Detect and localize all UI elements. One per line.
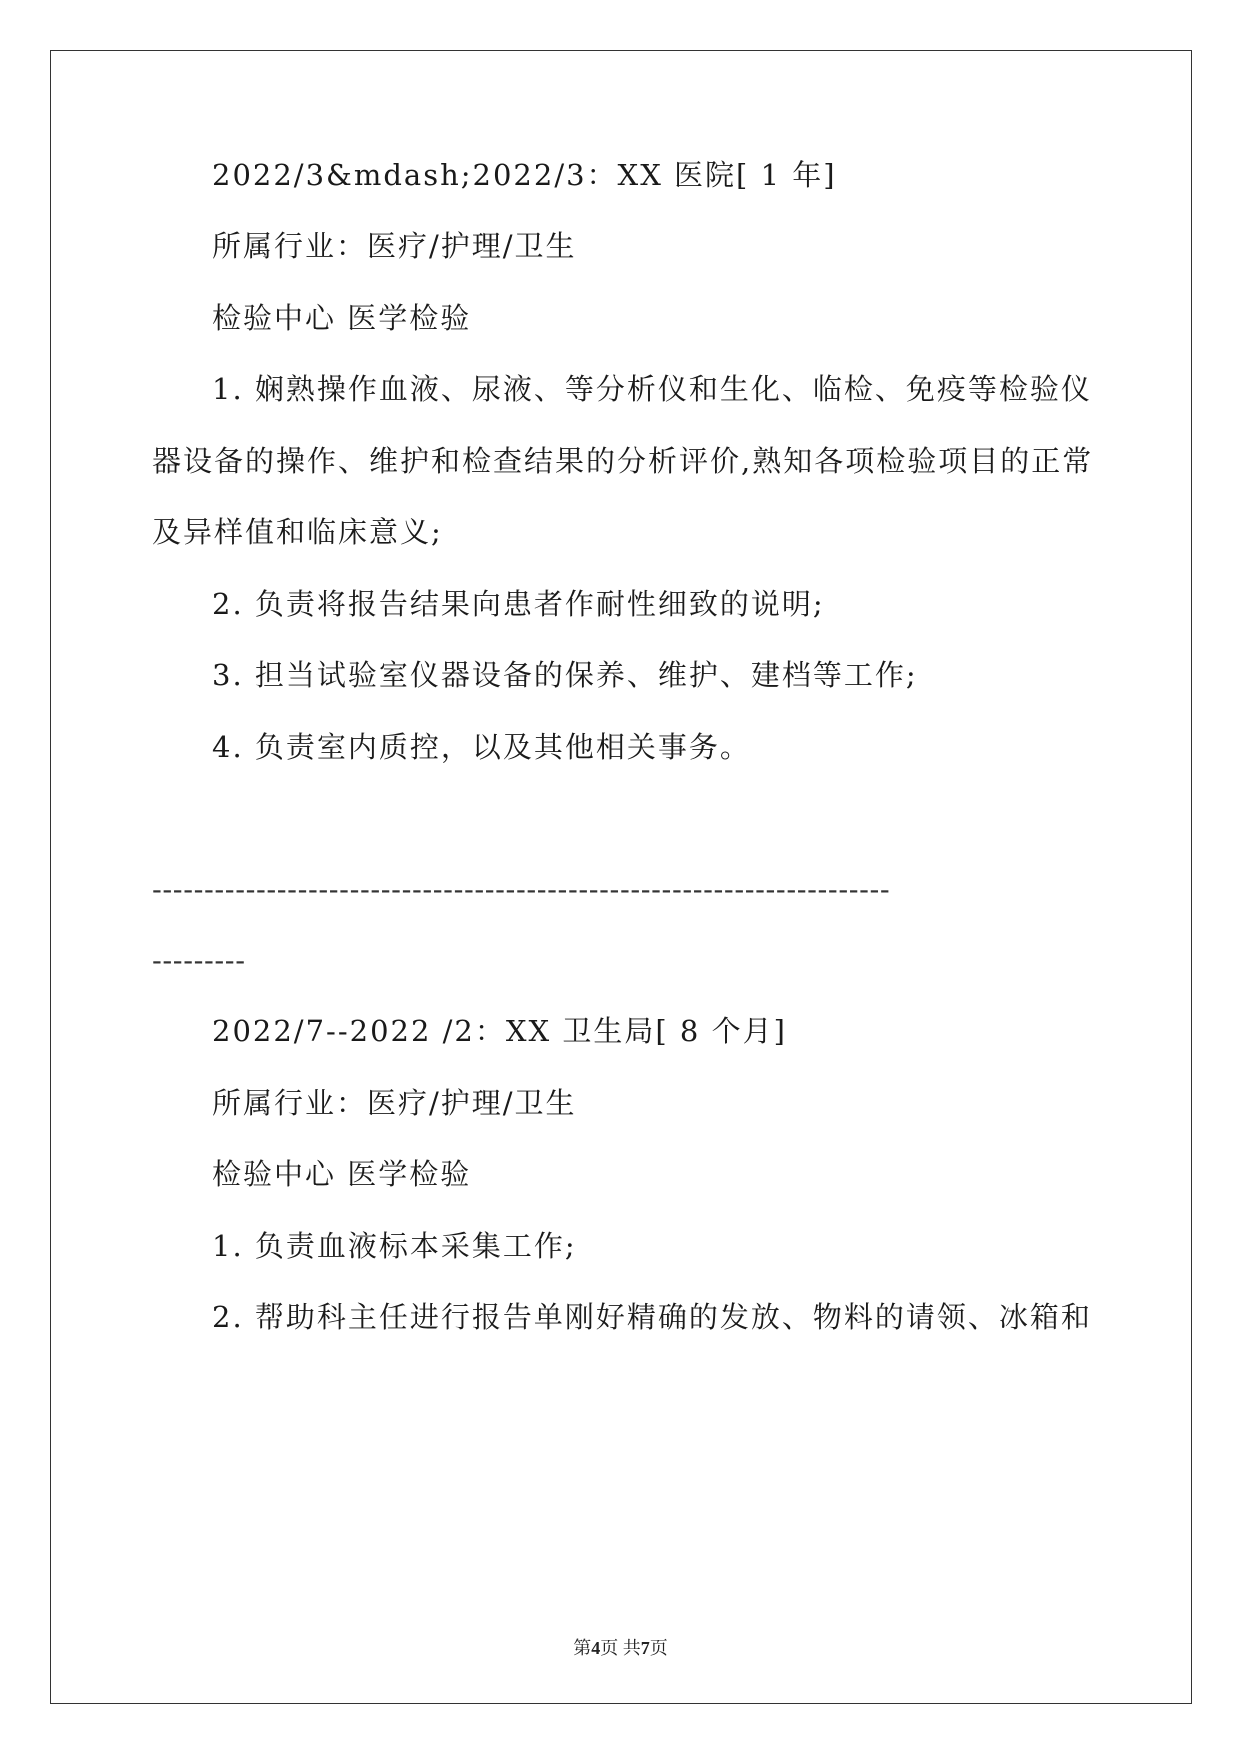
job1-duty-1-line-3: 及异样值和临床意义; [152, 515, 443, 549]
job1-department: 检验中心 医学检验 [212, 301, 472, 335]
footer-page-number: 4 [591, 1638, 601, 1658]
page-footer [0, 1637, 1241, 1659]
job1-industry: 所属行业：医疗/护理/卫生 [212, 229, 577, 263]
job1-duty-3: 3. 担当试验室仪器设备的保养、维护、建档等工作; [212, 658, 918, 692]
job1-duty-2: 2. 负责将报告结果向患者作耐性细致的说明; [212, 587, 825, 621]
separator-line-2: --------- [152, 943, 246, 977]
footer-mid: 页 共 [600, 1638, 641, 1658]
job2-industry: 所属行业：医疗/护理/卫生 [212, 1086, 577, 1120]
job2-duty-1: 1. 负责血液标本采集工作; [212, 1229, 577, 1263]
footer-total-pages: 7 [640, 1638, 650, 1658]
footer-suffix: 页 [649, 1638, 668, 1658]
job1-duty-4: 4. 负责室内质控，以及其他相关事务。 [212, 730, 751, 764]
job1-duty-1-line-2: 器设备的操作、维护和检查结果的分析评价,熟知各项检验项目的正常 [152, 444, 1094, 478]
job2-duty-2: 2. 帮助科主任进行报告单刚好精确的发放、物料的请领、冰箱和 [212, 1300, 1092, 1334]
footer-prefix: 第 [573, 1638, 592, 1658]
job1-period: 2022/3&mdash;2022/3：XX 医院[ 1 年] [212, 158, 837, 192]
separator-line-1: ----------------------------------------------------------------------- [152, 872, 891, 906]
job2-period: 2022/7--2022 /2：XX 卫生局[ 8 个月] [212, 1014, 787, 1048]
job2-department: 检验中心 医学检验 [212, 1157, 472, 1191]
job1-duty-1-line-1: 1. 娴熟操作血液、尿液、等分析仪和生化、临检、免疫等检验仪 [212, 372, 1092, 406]
